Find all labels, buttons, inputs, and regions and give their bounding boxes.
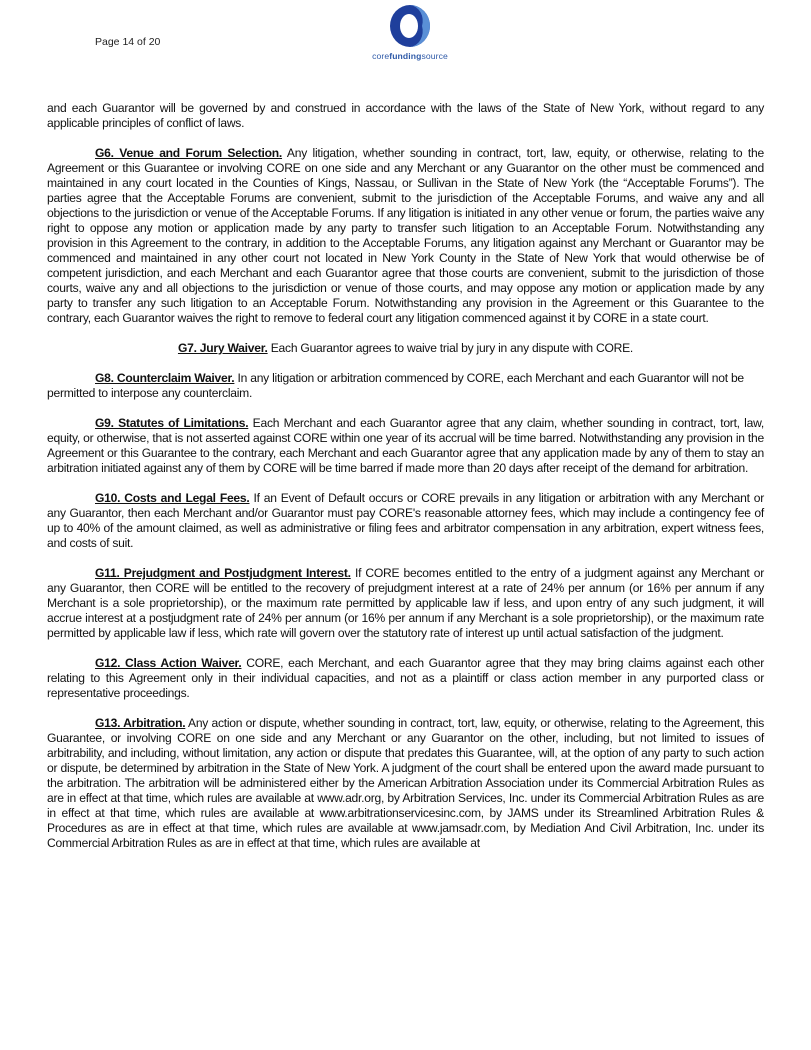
- section-body: Each Guarantor agrees to waive trial by jury in any dispute with CORE.: [267, 341, 634, 355]
- section-body: If an Event of Default occurs or CORE prevails in any litigation or arbitration with any Merchant or any Guarantor, then each Merchant and/or Guarantor must pay CORE's reasonable attorney fees, which may include a contingency fee of up to 40% of the amount claimed, as well as administrative or filing fees and arbitrator compensation in any arbitration, expert witness fees, and costs of suit.: [47, 491, 764, 550]
- section-body: If CORE becomes entitled to the entry of a judgment against any Merchant or any Guarantor, then CORE will be entitled to the recovery of prejudgment interest at a rate of 24% per annum (or 16% per annum if any Merchant is a sole proprietorship), or the maximum rate permitted by applicable law if less, and upon entry of any such judgment, it will accrue interest at a postjudgment rate of 24% per annum (or 16% per annum if any Merchant is a sole proprietorship), or the maximum rate permitted by applicable law if less, which rate will govern over the statutory rate of interest up until actual satisfaction of the judgment.: [47, 566, 765, 640]
- logo-text-core: core: [372, 51, 390, 61]
- logo-text-funding: funding: [389, 51, 422, 61]
- document-body: [47, 101, 764, 866]
- section-body: Each Merchant and each Guarantor agree that any claim, whether sounding in contract, tort, law, equity, or otherwise, that is not asserted against CORE within one year of its accrual will be time barred. Notwithstanding any provision in the Agreement or this Guarantee to the contrary, each Merchant and each Guarantor agree that any application made by any of them to stay an arbitration initiated against any of them by CORE will be time barred if made more than 20 days after receipt of the demand for arbitration.: [47, 416, 764, 475]
- section-g13: [47, 716, 764, 851]
- logo-wordmark: [360, 51, 460, 61]
- intro-paragraph: and each Guarantor will be governed by and construed in accordance with the laws of the State of New York, without regard to any applicable principles of conflict of laws.: [47, 101, 764, 130]
- section-g7: [47, 341, 764, 356]
- section-heading: G9. Statutes of Limitations.: [95, 416, 249, 430]
- ring-logo-icon: [387, 2, 433, 50]
- section-g10: [47, 491, 764, 551]
- logo-text-source: source: [421, 51, 448, 61]
- section-body: CORE, each Merchant, and each Guarantor agree that they may bring claims against each other relating to this Agreement only in their individual capacities, and not as a plaintiff or class action member in any purported class or representative proceedings.: [47, 656, 764, 700]
- section-g8: [47, 371, 764, 401]
- section-heading: G12. Class Action Waiver.: [95, 656, 242, 670]
- section-g6: [47, 146, 764, 326]
- section-heading: G10. Costs and Legal Fees.: [95, 491, 250, 505]
- section-heading: G6. Venue and Forum Selection.: [95, 146, 283, 160]
- section-body: Any litigation, whether sounding in contract, tort, law, equity, or otherwise, relating to the Agreement or this Guarantee or involving CORE on one side and any Merchant or any Guarantor on the other must be commenced and maintained in any court located in the Counties of Kings, Nassau, or Sullivan in the State of New York (the “Acceptable Forums”). The parties agree that the Acceptable Forums are convenient, submit to the jurisdiction of the Acceptable Forums, and waive any and all objections to the jurisdiction or venue of the Acceptable Forums. If any litigation is initiated in any other venue or forum, the parties waive any right to oppose any motion or application made by any party to transfer such litigation to an Acceptable Forum. Notwithstanding any provision in this Agreement to the contrary, in addition to the Acceptable Forums, any litigation against any Merchant or Guarantor may be commenced and maintained in any other court not located in New York County in the State of New York that would otherwise be of competent jurisdiction, and each Merchant and each Guarantor agree that those courts are convenient, submit to the jurisdiction of those courts, waive any and all objections to the jurisdiction or venue of those courts, and may oppose any motion or application made by any party to transfer any such litigation to an Acceptable Forum. Notwithstanding any provision in the Agreement or this Guarantee to the contrary, each Guarantor waives the right to remove to federal court any litigation commenced against it by CORE in a state court.: [47, 146, 764, 325]
- section-heading: G13. Arbitration.: [95, 716, 186, 730]
- section-g11: [47, 566, 764, 641]
- section-g9: [47, 416, 764, 476]
- section-body: In any litigation or arbitration commenced by CORE, each Merchant and each Guarantor will not be permitted to interpose any counterclaim.: [47, 371, 744, 400]
- section-heading: G8. Counterclaim Waiver.: [95, 371, 235, 385]
- company-logo: [360, 0, 460, 70]
- section-body: Any action or dispute, whether sounding in contract, tort, law, equity, or otherwise, relating to the Agreement, this Guarantee, or involving CORE on one side and any Merchant or any Guarantor on the other, including, but not limited to issues of arbitrability, and including, without limitation, any action or dispute that predates this Guarantee, will, at the option of any party to such action or dispute, be determined by arbitration in the State of New York. A judgment of the court shall be entered upon the award made pursuant to the arbitration. The arbitration will be administered either by the American Arbitration Association under its Commercial Arbitration Rules as are in effect at that time, which rules are available at www.adr.org, by Arbitration Services, Inc. under its Commercial Arbitration Rules as are in effect at that time, which rules are available at www.arbitrationservicesinc.com, by JAMS under its Streamlined Arbitration Rules & Procedures as are in effect at that time, which rules are available at www.jamsadr.com, by Mediation And Civil Arbitration, Inc. under its Commercial Arbitration Rules as are in effect at that time, which rules are available at: [47, 716, 764, 850]
- section-heading: G11. Prejudgment and Postjudgment Interest.: [95, 566, 351, 580]
- page-number: Page 14 of 20: [95, 36, 161, 48]
- section-g12: [47, 656, 764, 701]
- section-heading: G7. Jury Waiver.: [177, 341, 268, 355]
